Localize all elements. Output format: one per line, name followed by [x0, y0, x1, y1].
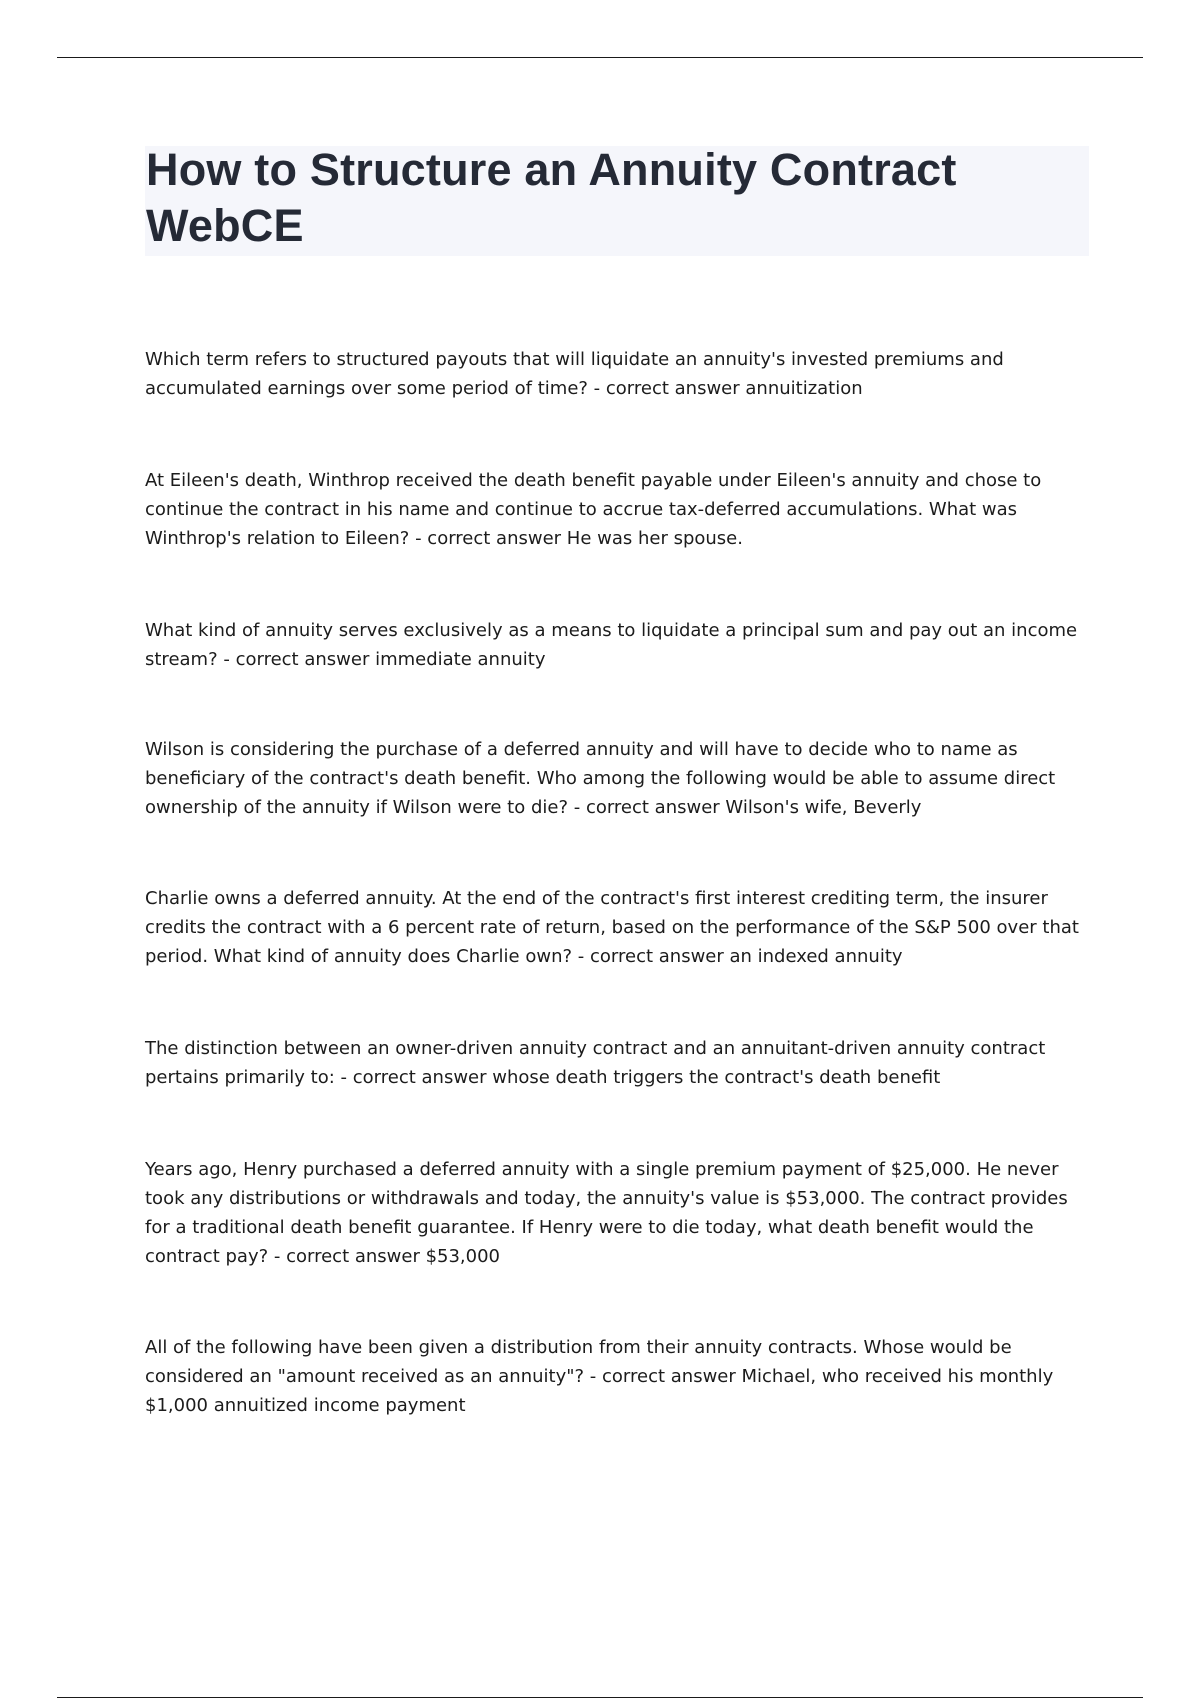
question-text: Which term refers to structured payouts that will liquidate an annuity's invested premiums and accumulated earnings over some period of time?: [145, 349, 1004, 399]
question-text: Charlie owns a deferred annuity. At the end of the contract's first interest crediting term, the insurer credits the contract with a 6 percent rate of return, based on the performance of the S&P 500 over that period. What kind of annuity does Charlie own?: [145, 888, 1079, 967]
answer-separator: - correct answer: [409, 528, 567, 549]
question-text: The distinction between an owner-driven annuity contract and an annuitant-driven annuity contract pertains primarily to:: [145, 1038, 1046, 1088]
answer-separator: - correct answer: [268, 1246, 426, 1267]
answer-separator: - correct answer: [217, 649, 376, 670]
qa-item-5: [145, 884, 1085, 971]
answer-text: whose death triggers the contract's death benefit: [492, 1067, 941, 1088]
answer-separator: - correct answer: [572, 946, 730, 967]
answer-text: Wilson's wife, Beverly: [725, 797, 922, 818]
answer-text: annuitization: [745, 378, 863, 399]
qa-item-2: [145, 466, 1085, 553]
qa-item-4: [145, 735, 1085, 822]
bottom-rule: [57, 1697, 1143, 1698]
answer-text: $53,000: [425, 1246, 501, 1267]
question-text: At Eileen's death, Winthrop received the death benefit payable under Eileen's annuity and chose to continue the contract in his name and continue to accrue tax-deferred accumulations. What was Winthrop's relation to Eileen?: [145, 470, 1042, 549]
question-text: Wilson is considering the purchase of a deferred annuity and will have to decide who to name as beneficiary of the contract's death benefit. Who among the following would be able to assume direct ownership of the annuity if Wilson were to die?: [145, 739, 1056, 818]
answer-separator: - correct answer: [584, 1366, 742, 1387]
document-title: How to Structure an Annuity Contract WebCE: [146, 144, 957, 251]
answer-separator: - correct answer: [587, 378, 746, 399]
top-rule: [57, 57, 1143, 58]
answer-text: an indexed annuity: [729, 946, 903, 967]
qa-item-3: [145, 616, 1085, 674]
qa-item-1: [145, 345, 1085, 403]
answer-separator: - correct answer: [568, 797, 726, 818]
question-text: Years ago, Henry purchased a deferred annuity with a single premium payment of $25,000. He never took any distributions or withdrawals and today, the annuity's value is $53,000. The contract provides for a traditional death benefit guarantee. If Henry were to die today, what death benefit would the contract pay?: [145, 1159, 1068, 1267]
qa-item-6: [145, 1034, 1085, 1092]
answer-text: immediate annuity: [375, 649, 546, 670]
question-text: What kind of annuity serves exclusively as a means to liquidate a principal sum and pay out an income stream?: [145, 620, 1078, 670]
answer-text: He was her spouse.: [566, 528, 743, 549]
answer-separator: - correct answer: [334, 1067, 493, 1088]
answer-text: Michael, who received his monthly $1,000 annuitized income payment: [145, 1366, 1054, 1416]
question-text: All of the following have been given a distribution from their annuity contracts. Whose would be considered an "amount received as an annuity"?: [145, 1337, 1012, 1387]
qa-item-7: [145, 1155, 1085, 1271]
qa-item-8: [145, 1333, 1085, 1420]
